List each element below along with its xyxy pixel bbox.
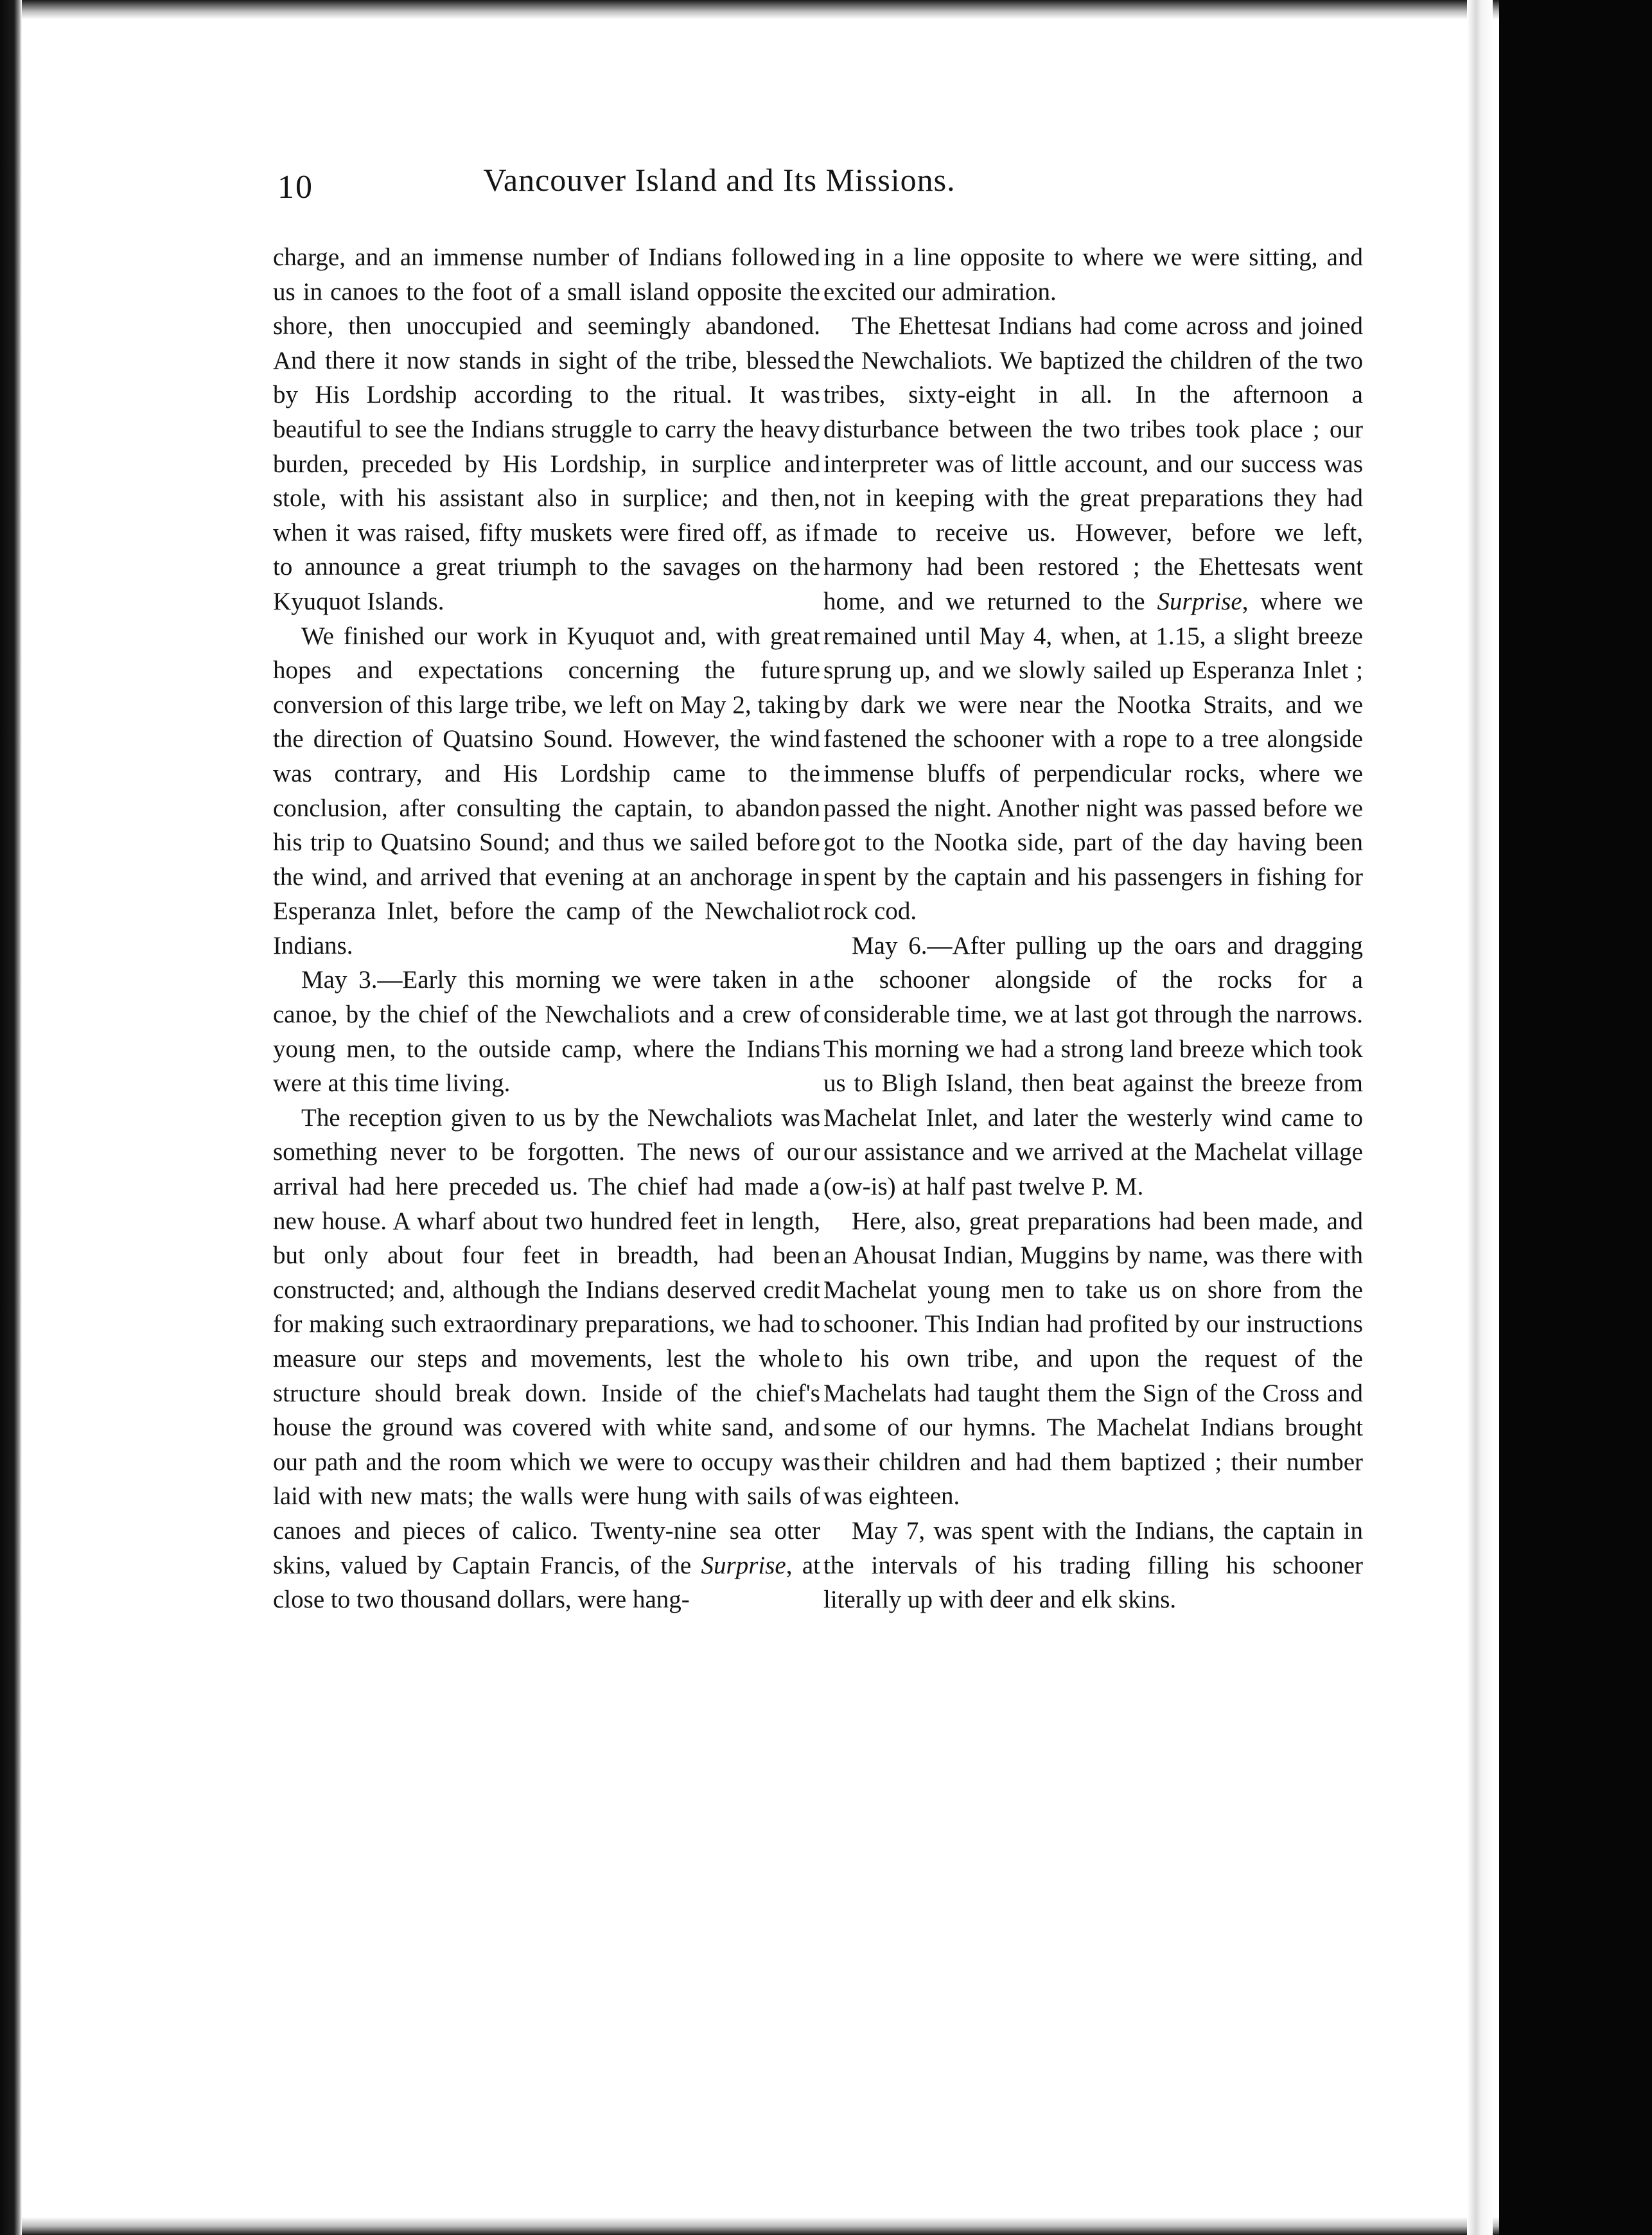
paragraph-text: May 6.—After pulling up the oars and dragging the schooner alongside of the rocks for a considerable time, we at last got through the narrows. This morning we had a strong land breeze which took us to Bligh Island, then beat against the breeze from Machelat Inlet, and later the westerly wind came to our assistance and we arrived at the Machelat village (ow-is) at half past twelve P. M.	[823, 931, 1363, 1201]
paragraph-text: ing in a line opposite to where we were sitting, and excited our admiration.	[823, 243, 1363, 306]
scan-frame-right	[1499, 0, 1652, 2235]
paragraph-text: Here, also, great preparations had been made, and an Ahousat Indian, Muggins by name, was there with Machelat young men to take us on shore from the schooner. This Indian had profited by our instructions to his own tribe, and upon the request of the Machelats had taught them the Sign of the Cross and some of our hymns. The Machelat Indians brought their children and had them baptized ; their number was eighteen.	[823, 1207, 1363, 1511]
running-head	[270, 161, 1169, 199]
paragraph	[823, 1204, 1363, 1514]
running-head-text: Vancouver Island and Its Missions.	[483, 162, 956, 198]
paragraph-text: May 3.—Early this morning we were taken in a canoe, by the chief of the Newchaliots and a crew of young men, to the outside camp, where the Indians were at this time living.	[273, 966, 820, 1098]
paragraph-text: , where we remained until May 4, when, at 1.15, a slight breeze sprung up, and we slowly sailed up Esperanza Inlet ; by dark we were near the Nootka Straits, and we fastened the schooner with a rope to a tree alongside immense bluffs of perpendicular rocks, where we passed the night. Another night was passed before we got to the Nootka side, part of the day having been spent by the captain and his passengers in fishing for rock cod.	[823, 587, 1364, 925]
ship-name: Surprise	[701, 1551, 786, 1579]
paragraph-text: We finished our work in Kyuquot and, with great hopes and expectations concerning the future conversion of this large tribe, we left on May 2, taking the direction of Quatsino Sound. However, the wind was contrary, and His Lordship came to the conclusion, after consulting the captain, to abandon his trip to Quatsino Sound; and thus we sailed before the wind, and arrived that evening at an anchorage in Esperanza Inlet, before the camp of the Newchaliot Indians.	[273, 622, 820, 960]
left-column	[273, 240, 820, 1617]
page-edge-shadow	[1467, 0, 1493, 2235]
paragraph	[273, 1101, 820, 1617]
right-column	[823, 240, 1363, 1617]
scan-frame-bottom	[22, 2217, 1499, 2235]
scan-frame-top	[22, 0, 1499, 19]
paragraph	[273, 240, 820, 619]
ship-name: Surprise	[1157, 587, 1242, 615]
paragraph	[823, 240, 1363, 309]
paragraph-text: May 7, was spent with the Indians, the captain in the intervals of his trading filling his schooner literally up with deer and elk skins.	[823, 1516, 1363, 1614]
paragraph-text: The Ehettesat Indians had come across and joined the Newchaliots. We baptized the children of the two tribes, sixty-eight in all. In the afternoon a disturbance between the two tribes took place ; our interpreter was of little account, and our success was not in keeping with the great preparations they had made to receive us. However, before we left, harmony had been restored ; the Ehettesats went home, and we returned to the	[823, 312, 1363, 615]
paragraph-text: , at close to two thousand dollars, were hang-	[273, 1551, 820, 1614]
paragraph	[823, 309, 1363, 929]
paragraph	[273, 619, 820, 963]
paragraph	[273, 963, 820, 1100]
paragraph-text: charge, and an immense number of Indians followed us in canoes to the foot of a small island opposite the shore, then unoccupied and seemingly abandoned. And there it now stands in sight of the tribe, blessed by His Lordship according to the ritual. It was beautiful to see the Indians struggle to carry the heavy burden, preceded by His Lordship, in surplice and stole, with his assistant also in surplice; and then, when it was raised, fifty muskets were fired off, as if to announce a great triumph to the savages on the Kyuquot Islands.	[273, 243, 820, 615]
paragraph	[823, 1514, 1363, 1617]
paragraph-text: The reception given to us by the Newchaliots was something never to be forgotten. The news of our arrival had here preceded us. The chief had made a new house. A wharf about two hundred feet in length, but only about four feet in breadth, had been constructed; and, although the Indians deserved credit for making such extraordinary preparations, we had to measure our steps and movements, lest the whole structure should break down. Inside of the chief's house the ground was covered with white sand, and our path and the room which we were to occupy was laid with new mats; the walls were hung with sails of canoes and pieces of calico. Twenty-nine sea otter skins, valued by Captain Francis, of the	[273, 1103, 820, 1579]
page-number: 10	[277, 169, 313, 206]
paragraph	[823, 929, 1363, 1204]
scan-frame-left	[0, 0, 22, 2235]
